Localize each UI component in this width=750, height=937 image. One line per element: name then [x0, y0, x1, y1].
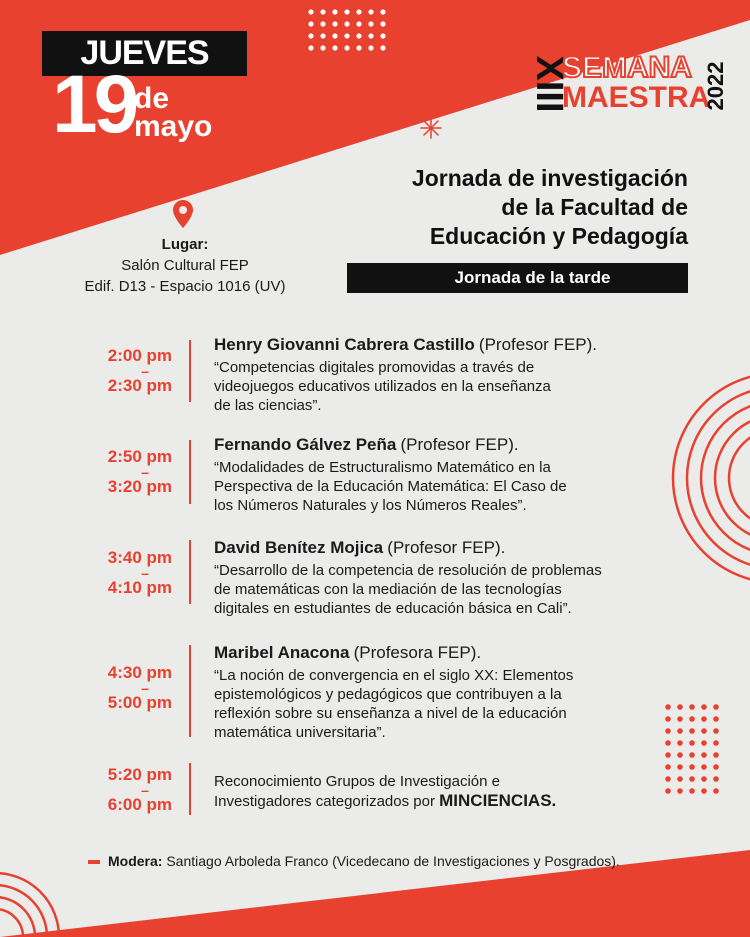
time-range [60, 765, 172, 815]
time-dash: – [141, 565, 149, 581]
speaker-name: Henry Giovanni Cabrera Castillo [214, 335, 475, 354]
end-time: 6:00 pm [107, 795, 172, 814]
place-room: Edif. D13 - Espacio 1016 (UV) [84, 278, 286, 295]
minciencias-label: MINCIENCIAS. [439, 791, 557, 810]
divider-line [189, 763, 191, 815]
talk-description: “Modalidades de Estructuralismo Matemático en la Perspectiva de la Educación Matemática: El Caso de los Números Naturales y los Números Reales”. [214, 459, 567, 514]
day-de-text: de [134, 82, 170, 115]
time-dash: – [141, 363, 149, 379]
location-pin-icon [173, 200, 193, 228]
time-dash: – [141, 782, 149, 798]
event-title [348, 164, 688, 251]
speaker-role: (Profesor FEP). [478, 335, 598, 354]
event-title-line: de la Facultad de [501, 194, 688, 220]
talk-item [214, 538, 654, 618]
speaker-role: (Profesora FEP). [353, 643, 482, 662]
end-time: 2:30 pm [107, 376, 172, 395]
logo-year: 2022 [703, 61, 728, 111]
logo-word-maestra: MAESTRA [562, 81, 711, 114]
talk-item [214, 643, 654, 742]
divider-line [189, 540, 191, 604]
logo-edition-numeral: XIII [528, 55, 570, 113]
moderator-line [88, 853, 620, 869]
day-number: 19 [52, 59, 136, 150]
speaker-name: David Benítez Mojica [214, 538, 384, 557]
time-range [60, 447, 172, 497]
talk-item [214, 435, 654, 515]
logo-word-semana: SEMANA [562, 51, 693, 84]
recognition-text: Reconocimiento Grupos de Investigación e Investigadores categorizados por [214, 773, 500, 810]
start-time: 3:40 pm [107, 548, 172, 567]
start-time: 2:50 pm [107, 447, 172, 466]
time-range [60, 663, 172, 713]
place-venue: Salón Cultural FEP [121, 257, 249, 274]
time-range [60, 548, 172, 598]
month-label: mayo [134, 110, 213, 143]
talk-item [214, 772, 654, 811]
weekday-label: JUEVES [42, 31, 247, 76]
divider-line [189, 645, 191, 737]
talk-description: “Competencias digitales promovidas a través de videojuegos educativos utilizados en la enseñanza de las ciencias”. [214, 359, 551, 414]
speaker-role: (Profesor FEP). [387, 538, 506, 557]
speaker-name: Maribel Anacona [214, 643, 350, 662]
divider-line [189, 340, 191, 402]
end-time: 5:00 pm [107, 693, 172, 712]
divider-line [189, 440, 191, 504]
start-time: 4:30 pm [107, 663, 172, 682]
sparkle-icon [420, 117, 442, 139]
moderator-label: Modera: [108, 853, 163, 869]
start-time: 5:20 pm [107, 765, 172, 784]
event-title-line: Jornada de investigación [411, 165, 688, 191]
talk-description: “La noción de convergencia en el siglo XX: Elementos epistemológicos y pedagógicos que contribuyen a la reflexión sobre su enseñanza a nivel de la educación matemática universitaria”. [214, 667, 574, 741]
bullet-dash [88, 860, 100, 864]
time-range [60, 346, 172, 396]
time-dash: – [141, 464, 149, 480]
talk-item [214, 335, 654, 415]
session-banner: Jornada de la tarde [347, 263, 688, 293]
place-label: Lugar: [161, 236, 209, 253]
talk-description: “Desarrollo de la competencia de resolución de problemas de matemáticas con la mediación de las tecnologías digitales en estudiantes de educación básica en Cali”. [214, 562, 602, 617]
end-time: 3:20 pm [107, 477, 172, 496]
start-time: 2:00 pm [107, 346, 172, 365]
event-title-line: Educación y Pedagogía [429, 223, 688, 249]
speaker-role: (Profesor FEP). [400, 435, 519, 454]
speaker-name: Fernando Gálvez Peña [214, 435, 397, 454]
moderator-text: Santiago Arboleda Franco (Vicedecano de Investigaciones y Posgrados). [166, 853, 620, 869]
end-time: 4:10 pm [107, 578, 172, 597]
time-dash: – [141, 680, 149, 696]
